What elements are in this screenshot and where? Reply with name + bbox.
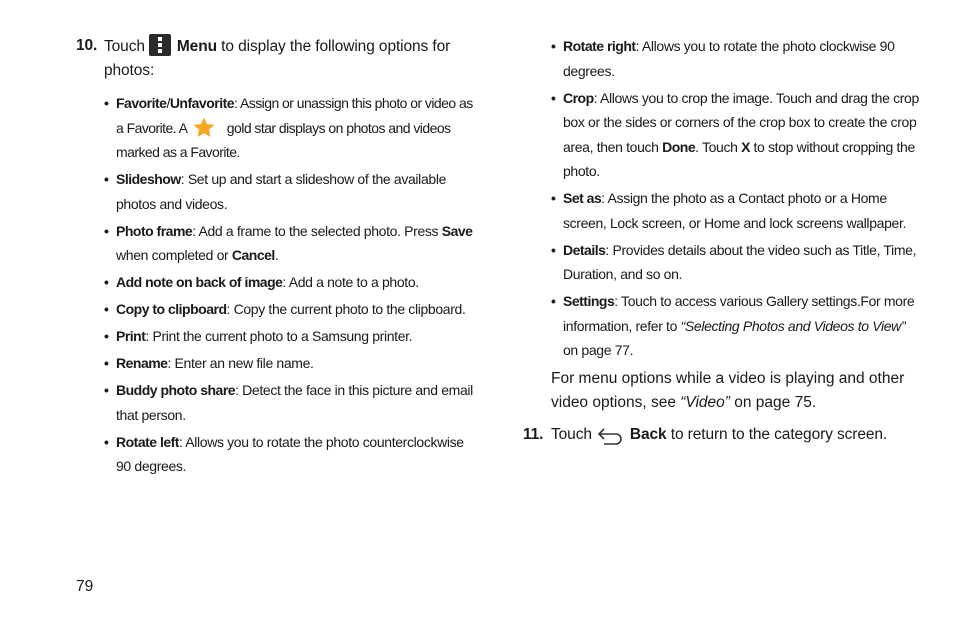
list-item: • Photo frame: Add a frame to the selected photo. Press Save when completed or Cancel.: [104, 219, 476, 268]
menu-options-list-continued: [523, 34, 923, 363]
list-item: • Settings: Touch to access various Gallery settings.For more information, refer to “Selecting Photos and Videos to View” on page 77.: [551, 289, 923, 363]
list-item: • Set as: Assign the photo as a Contact photo or a Home screen, Lock screen, or Home and lock screens wallpaper.: [551, 186, 923, 235]
step-number: 10.: [76, 37, 98, 54]
list-item: • Details: Provides details about the video such as Title, Time, Duration, and so on.: [551, 238, 923, 287]
list-item: • Buddy photo share: Detect the face in this picture and email that person.: [104, 378, 476, 427]
right-column: [523, 34, 923, 447]
list-item: • Rename: Enter an new file name.: [104, 351, 476, 376]
page-number: 79: [76, 578, 94, 595]
menu-options-list: [76, 91, 476, 479]
list-item: • Rotate left: Allows you to rotate the photo counterclockwise 90 degrees.: [104, 430, 476, 479]
step-number: 11.: [523, 425, 544, 443]
list-item: • Copy to clipboard: Copy the current photo to the clipboard.: [104, 297, 476, 322]
list-item: • Favorite/Unfavorite: Assign or unassign this photo or video as a Favorite. A gold star displays on photos and videos marked as a Favorite.: [104, 91, 476, 165]
list-item: • Slideshow: Set up and start a slideshow of the available photos and videos.: [104, 167, 476, 216]
list-item: • Add note on back of image: Add a note to a photo.: [104, 270, 476, 295]
list-item: • Print: Print the current photo to a Samsung printer.: [104, 324, 476, 349]
menu-label: Menu: [176, 38, 217, 55]
step-10: 10. Touch Menu to display the following options for photos:: [76, 34, 476, 83]
video-note: For menu options while a video is playing and other video options, see “Video” on page 75.: [551, 369, 905, 411]
menu-icon: [149, 34, 171, 56]
back-arrow-icon: [596, 425, 624, 445]
back-label: Back: [629, 425, 667, 443]
left-column: [76, 34, 476, 481]
list-item: • Rotate right: Allows you to rotate the photo clockwise 90 degrees.: [551, 34, 923, 83]
list-item: • Crop: Allows you to crop the image. Touch and drag the crop box or the sides or corners of the crop box to create the crop area, then touch Done. Touch X to stop without cropping the photo.: [551, 86, 923, 184]
star-icon: [191, 116, 217, 140]
cross-reference: “Video”: [680, 393, 730, 411]
cross-reference: “Selecting Photos and Videos to View”: [680, 317, 906, 334]
step-11: 11. Touch Back to return to the category screen.: [523, 423, 923, 447]
